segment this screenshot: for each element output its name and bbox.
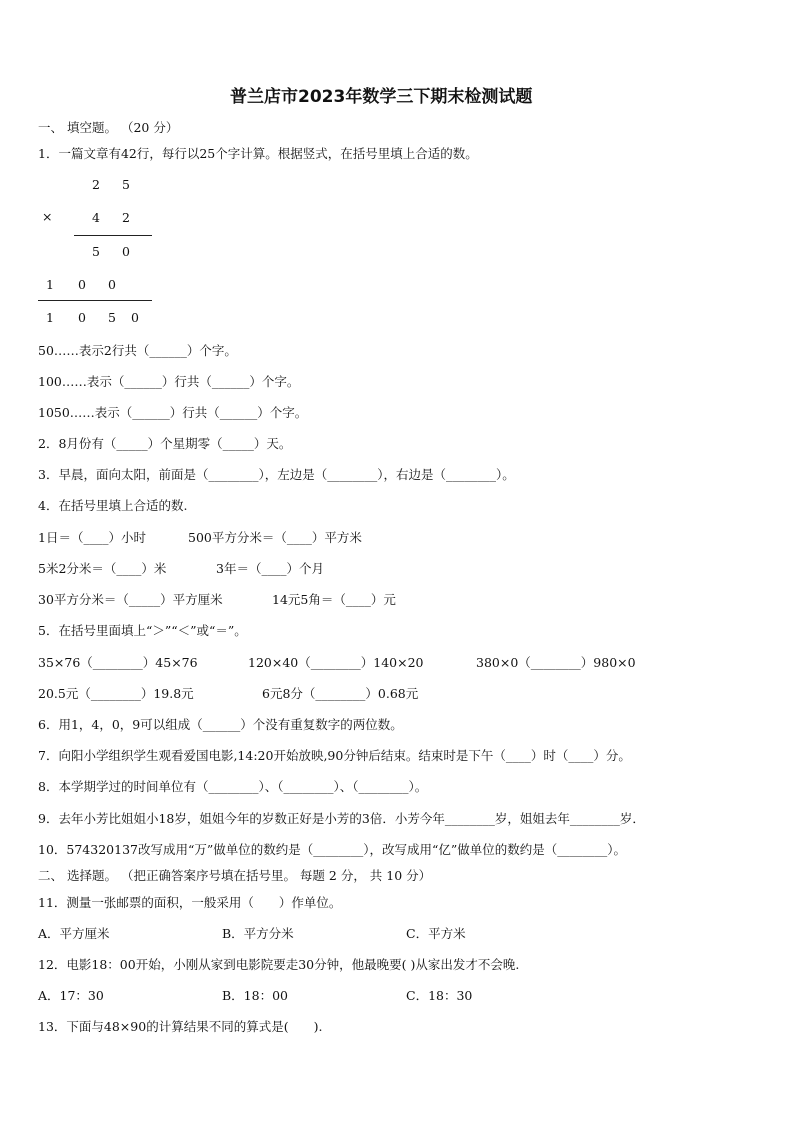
section-2-heading: 二、 选择题。 （把正确答案序号填在括号里。 每题 2 分， 共 10 分） [38,868,432,883]
divider-line [74,235,152,236]
option-a: A．平方厘米 [38,926,110,941]
digit: 1 [46,310,54,325]
digit: 5 [92,244,100,259]
question-2: 2．8月份有（_____）个星期零（_____）天。 [38,436,292,451]
digit: 0 [78,310,86,325]
digit: 0 [78,277,86,292]
question-11: 11．测量一张邮票的面积，一般采用（ ）作单位。 [38,895,342,910]
question-1-line-c: 1050……表示（______）行共（______）个字。 [38,405,308,420]
option-c: C．18：30 [406,988,473,1003]
digit: 0 [108,277,116,292]
question-12: 12．电影18：00开始，小刚从家到电影院要走30分钟，他最晚要( )从家出发才不会晚. [38,957,520,972]
question-9: 9．去年小芳比姐姐小18岁，姐姐今年的岁数正好是小芳的3倍．小芳今年________岁，姐姐去年________岁． [38,811,645,826]
question-4-item: 1日＝（____）小时 [38,530,146,545]
question-6: 6．用1，4，0，9可以组成（______）个没有重复数字的两位数。 [38,717,403,732]
digit: 5 [122,177,130,192]
digit: 2 [122,210,130,225]
section-1-heading: 一、 填空题。 （20 分） [38,120,179,135]
question-1: 1．一篇文章有42行，每行以25个字计算。根据竖式，在括号里填上合适的数。 [38,146,478,161]
digit: 1 [46,277,54,292]
divider-line [38,300,152,301]
digit: 5 [108,310,116,325]
question-4-item: 500平方分米＝（____）平方米 [188,530,362,545]
question-4-item: 3年＝（____）个月 [216,561,324,576]
question-4-item: 5米2分米＝（____）米 [38,561,167,576]
question-3: 3．早晨，面向太阳，前面是（________），左边是（________），右边是（________）。 [38,467,515,482]
times-sign: × [42,209,53,224]
digit: 0 [131,310,139,325]
question-7: 7．向阳小学组织学生观看爱国电影,14:20开始放映,90分钟后结束。结束时是下午（____）时（____）分。 [38,748,631,763]
question-5-item: 120×40（________）140×20 [248,655,424,670]
question-5: 5．在括号里面填上“＞”“＜”或“＝”。 [38,623,247,638]
option-b: B．平方分米 [222,926,294,941]
question-5-item: 6元8分（________）0.68元 [262,686,419,701]
page-title: 普兰店市2023年数学三下期末检测试题 [230,87,533,107]
question-13: 13．下面与48×90的计算结果不同的算式是( ). [38,1019,323,1034]
option-b: B．18：00 [222,988,288,1003]
question-5-item: 20.5元（________）19.8元 [38,686,194,701]
digit: 2 [92,177,100,192]
question-1-line-a: 50……表示2行共（______）个字。 [38,343,237,358]
question-10: 10．574320137改写成用“万”做单位的数约是（________），改写成用“亿”做单位的数约是（________）。 [38,842,627,857]
question-5-item: 35×76（________）45×76 [38,655,198,670]
question-4-item: 14元5角＝（____）元 [272,592,396,607]
question-8: 8．本学期学过的时间单位有（________）、（________）、（________）。 [38,779,428,794]
option-c: C．平方米 [406,926,466,941]
question-4-item: 30平方分米＝（_____）平方厘米 [38,592,223,607]
question-1-line-b: 100……表示（______）行共（______）个字。 [38,374,300,389]
option-a: A．17：30 [38,988,104,1003]
digit: 4 [92,210,100,225]
question-5-item: 380×0（________）980×0 [476,655,636,670]
question-4: 4．在括号里填上合适的数. [38,498,188,513]
digit: 0 [122,244,130,259]
